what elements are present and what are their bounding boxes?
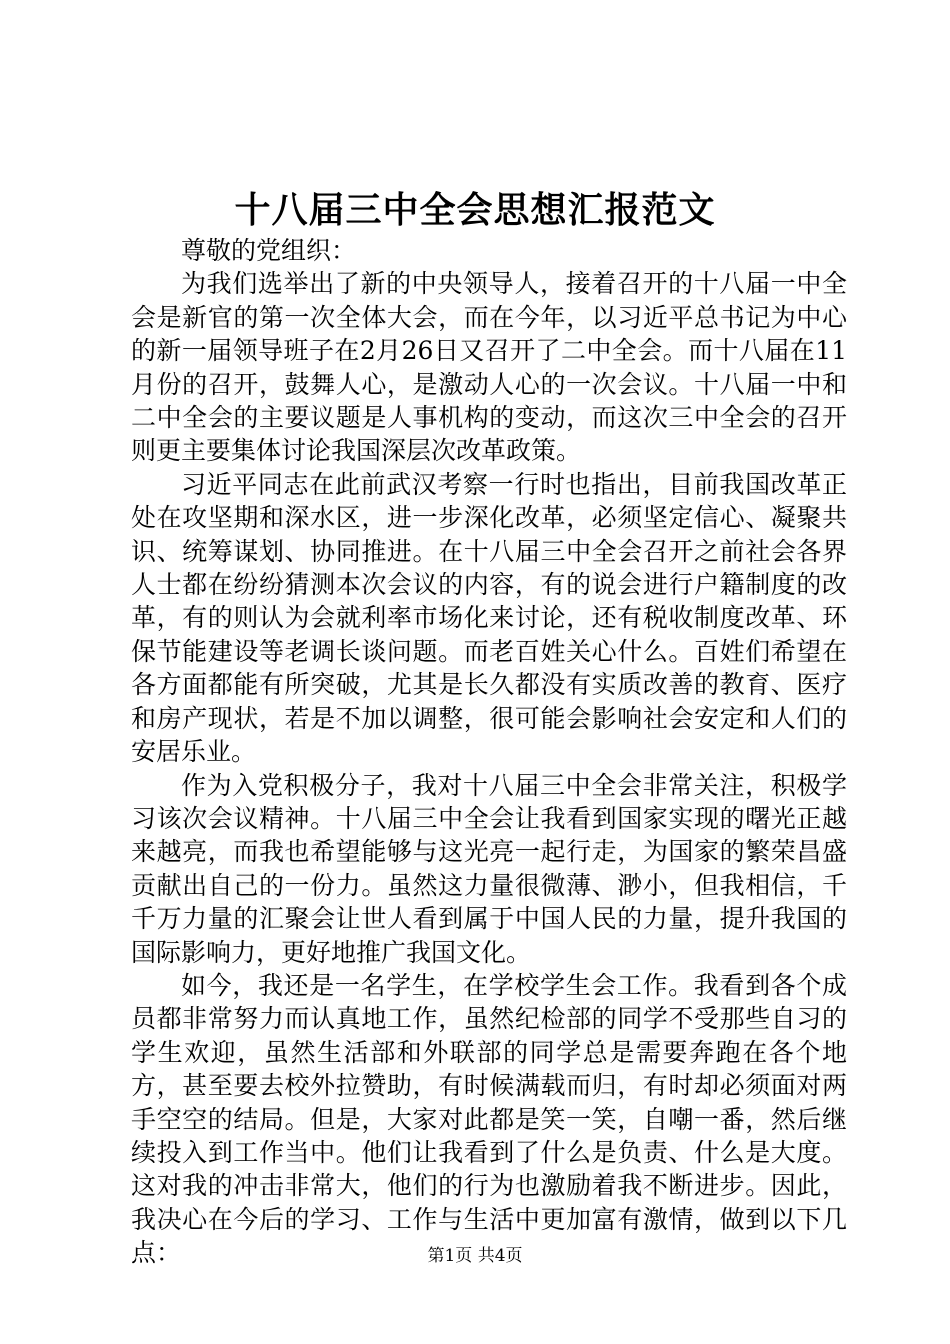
document-title: 十八届三中全会思想汇报范文 (234, 189, 716, 231)
document-body (131, 234, 847, 1270)
page-number: 第1页 共4页 (427, 1246, 523, 1266)
paragraph: 作为入党积极分子，我对十八届三中全会非常关注，积极学习该次会议精神。十八届三中全会让我看到国家实现的曙光正越来越亮，而我也希望能够与这光亮一起行走，为国家的繁荣昌盛贡献出自己的一份力。虽然这力量很微薄、渺小，但我相信，千千万力量的汇聚会让世人看到属于中国人民的力量，提升我国的国际影响力，更好地推广我国文化。 (131, 770, 847, 967)
paragraph: 如今，我还是一名学生，在学校学生会工作。我看到各个成员都非常努力而认真地工作，虽然纪检部的同学不受那些自习的学生欢迎，虽然生活部和外联部的同学总是需要奔跑在各个地方，甚至要去校外拉赞助，有时候满载而归，有时却必须面对两手空空的结局。但是，大家对此都是笑一笑，自嘲一番，然后继续投入到工作当中。他们让我看到了什么是负责、什么是大度。这对我的冲击非常大，他们的行为也激励着我不断进步。因此，我决心在今后的学习、工作与生活中更加富有激情，做到以下几点： (131, 970, 847, 1268)
paragraph: 习近平同志在此前武汉考察一行时也指出，目前我国改革正处在攻坚期和深水区，进一步深化改革，必须坚定信心、凝聚共识、统筹谋划、协同推进。在十八届三中全会召开之前社会各界人士都在纷纷猜测本次会议的内容，有的说会进行户籍制度的改革，有的则认为会就利率市场化来讨论，还有税收制度改革、环保节能建设等老调长谈问题。而老百姓关心什么。百姓们希望在各方面都能有所突破，尤其是长久都没有实质改善的教育、医疗和房产现状，若是不加以调整，很可能会影响社会安定和人们的安居乐业。 (131, 469, 847, 767)
paragraph: 为我们选举出了新的中央领导人，接着召开的十八届一中全会是新官的第一次全体大会，而在今年，以习近平总书记为中心的新一届领导班子在2月26日又召开了二中全会。而十八届在11月份的召开，鼓舞人心，是激动人心的一次会议。十八届一中和二中全会的主要议题是人事机构的变动，而这次三中全会的召开则更主要集体讨论我国深层次改革政策。 (131, 269, 847, 466)
salutation: 尊敬的党组织： (181, 236, 357, 265)
